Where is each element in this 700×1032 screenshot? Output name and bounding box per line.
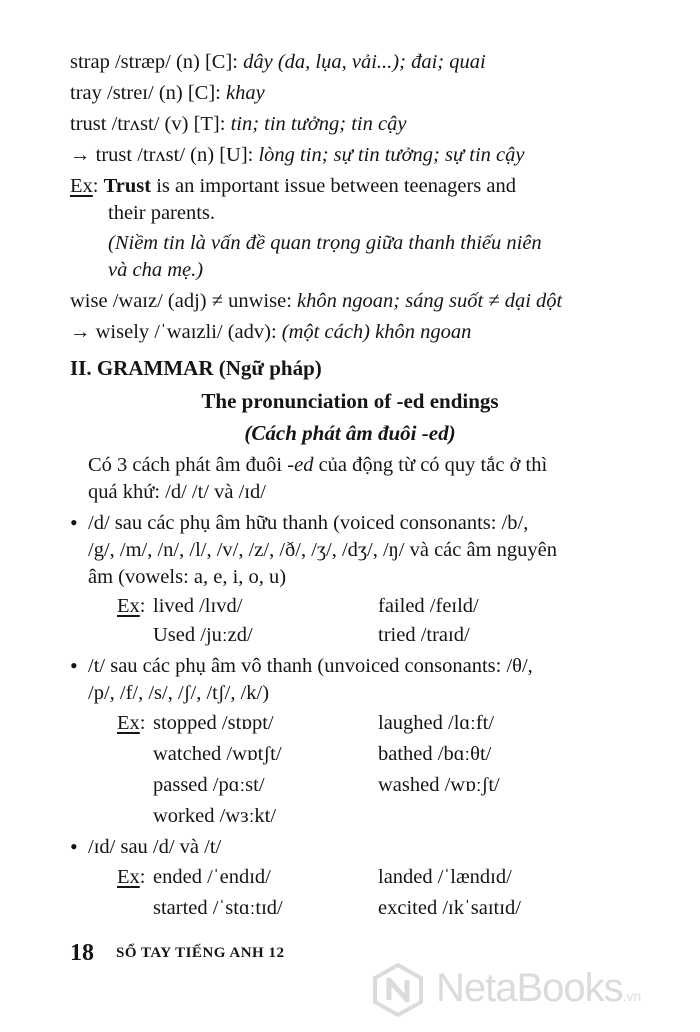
book-title: SỔ TAY TIẾNG ANH 12 xyxy=(116,945,285,961)
example-trust-line1: Ex: Trust is an important issue between teenagers and xyxy=(70,175,516,197)
vocab-entry-trust-noun: → trust /trʌst/ (n) [U]: lòng tin; sự tin tưởng; sự tin cậy xyxy=(70,144,525,166)
section-subtitle: (Cách phát âm đuôi -ed) xyxy=(244,421,456,445)
rule-d-line3: âm (vowels: a, e, i, o, u) xyxy=(88,566,287,588)
rule-t-line1: /t/ sau các phụ âm vô thanh (unvoiced consonants: /θ/, xyxy=(88,655,533,677)
example-word: started /ˈstɑːtɪd/ xyxy=(153,897,283,919)
rule-t-line2: /p/, /f/, /s/, /ʃ/, /tʃ/, /k/) xyxy=(88,682,270,704)
ex-label: Ex xyxy=(70,175,93,197)
example-word: bathed /bɑːθt/ xyxy=(378,743,492,765)
vocab-entry-tray: tray /streɪ/ (n) [C]: khay xyxy=(70,82,265,104)
watermark-logo-icon xyxy=(370,962,426,1018)
section-title: The pronunciation of -ed endings xyxy=(201,389,499,413)
example-word: watched /wɒtʃt/ xyxy=(153,743,282,765)
rule-id-line1: /ɪd/ sau /d/ và /t/ xyxy=(88,836,222,858)
example-bold-word: Trust xyxy=(103,175,152,197)
bullet-icon: • xyxy=(70,510,78,535)
rule-d-line2: /g/, /m/, /n/, /l/, /v/, /z/, /ð/, /ʒ/, /dʒ/, /ŋ/ và các âm nguyên xyxy=(88,539,558,561)
rule-d-line1: /d/ sau các phụ âm hữu thanh (voiced consonants: /b/, xyxy=(88,512,529,534)
example-word: laughed /lɑːft/ xyxy=(378,712,495,734)
example-word: landed /ˈlændɪd/ xyxy=(378,866,512,888)
example-word: excited /ɪkˈsaɪtɪd/ xyxy=(378,897,521,919)
page-number: 18 xyxy=(70,940,94,966)
example-word: stopped /stɒpt/ xyxy=(153,712,274,734)
bullet-icon: • xyxy=(70,653,78,678)
rule-d-ex-label: Ex: xyxy=(117,595,146,617)
example-word: worked /wɜːkt/ xyxy=(153,805,277,827)
example-word: failed /feɪld/ xyxy=(378,595,479,617)
example-word: Used /juːzd/ xyxy=(153,624,253,646)
watermark xyxy=(370,960,690,1020)
example-word: passed /pɑːst/ xyxy=(153,774,265,796)
rule-t-ex-label: Ex: xyxy=(117,712,146,734)
vocab-entry-wisely: → wisely /ˈwaɪzli/ (adv): (một cách) khôn ngoan xyxy=(70,321,472,343)
watermark-text: NetaBooks.vn xyxy=(436,966,642,1010)
example-word: lived /lɪvd/ xyxy=(153,595,243,617)
example-word: tried /traɪd/ xyxy=(378,624,470,646)
example-trust-translation2: và cha mẹ.) xyxy=(108,259,204,281)
vocab-entry-trust-verb: trust /trʌst/ (v) [T]: tin; tin tưởng; tin cậy xyxy=(70,113,407,135)
intro-line1: Có 3 cách phát âm đuôi -ed của động từ có quy tắc ở thì xyxy=(88,454,548,476)
bullet-icon: • xyxy=(70,834,78,859)
section-heading: II. GRAMMAR (Ngữ pháp) xyxy=(70,356,322,380)
vocab-entry-strap: strap /stræp/ (n) [C]: dây (da, lụa, vải...); đai; quai xyxy=(70,51,486,73)
rule-id-ex-label: Ex: xyxy=(117,866,146,888)
example-word: ended /ˈendɪd/ xyxy=(153,866,271,888)
intro-line2: quá khứ: /d/ /t/ và /ɪd/ xyxy=(88,481,266,503)
example-trust-translation1: (Niềm tin là vấn đề quan trọng giữa thanh thiếu niên xyxy=(108,232,542,254)
example-trust-line2: their parents. xyxy=(108,202,216,224)
example-word: washed /wɒːʃt/ xyxy=(378,774,500,796)
vocab-entry-wise: wise /waɪz/ (adj) ≠ unwise: khôn ngoan; sáng suốt ≠ dại dột xyxy=(70,290,563,312)
